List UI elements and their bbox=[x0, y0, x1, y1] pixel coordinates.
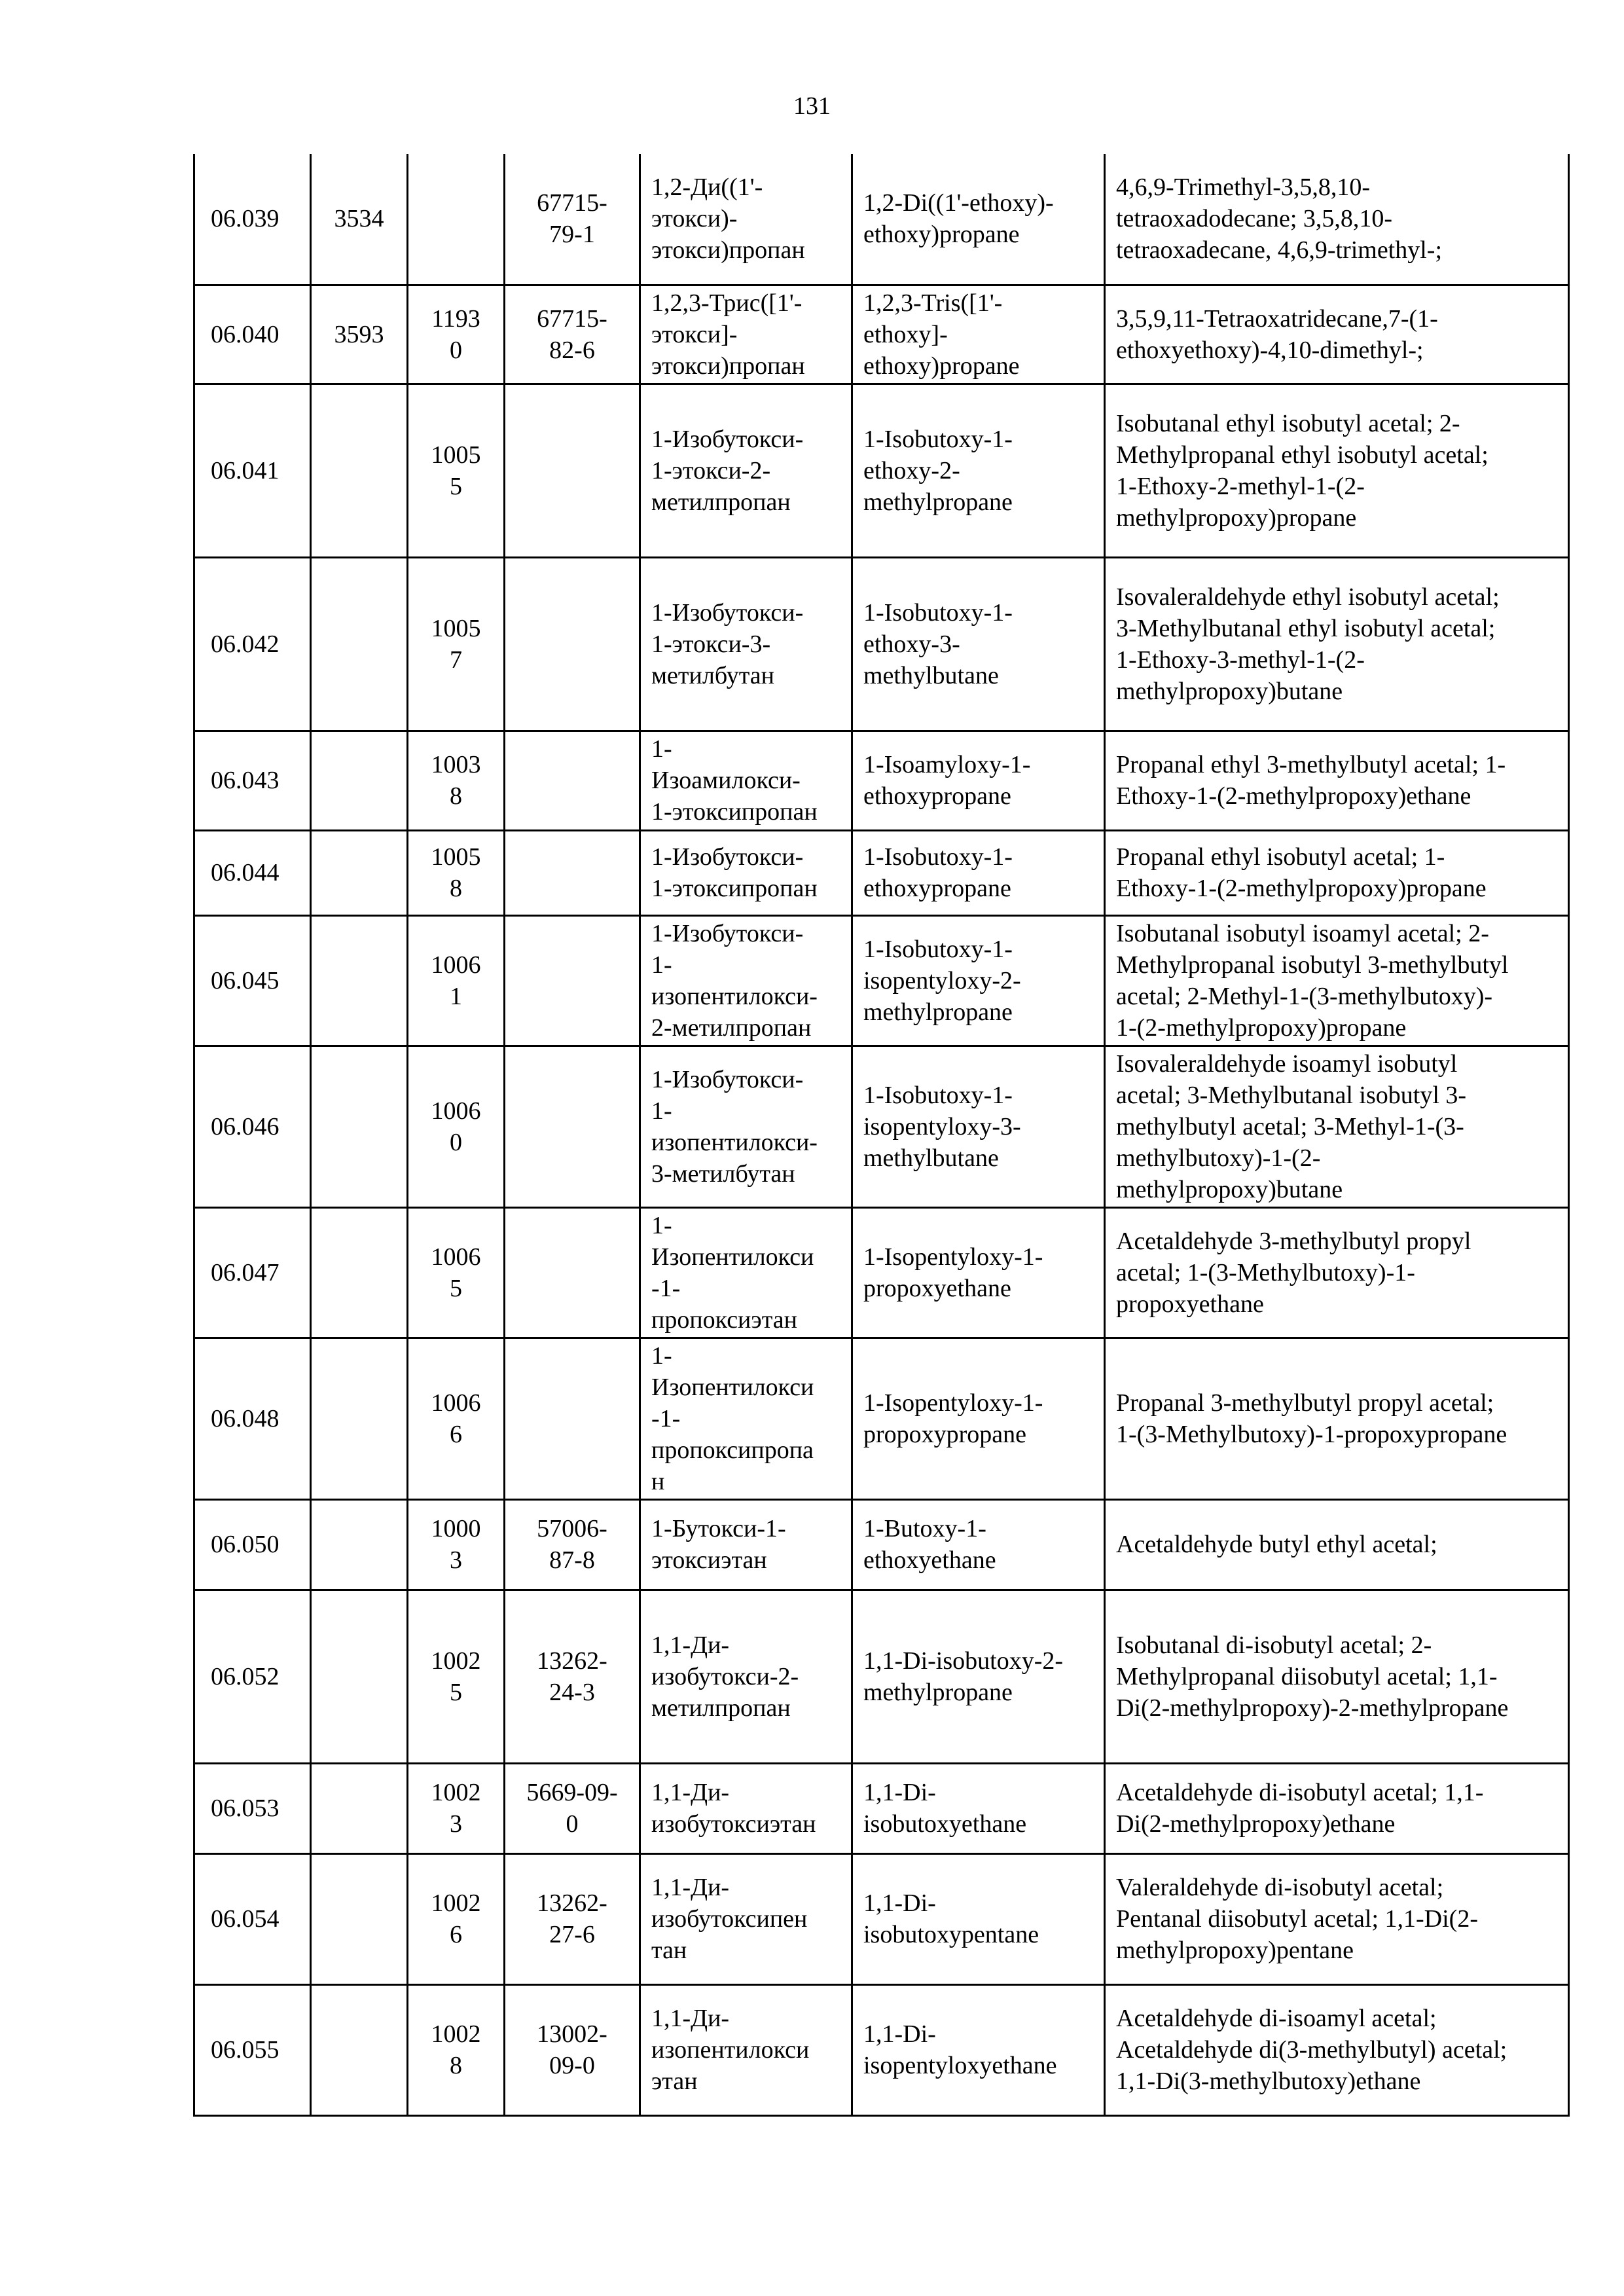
synonyms-cell: Isovaleraldehyde isoamyl isobutyl acetal; 3-Methylbutanal isobutyl 3- methylbutyl acetal; 3-Methyl-1-(3- methylbutoxy)-1-(2- methylpropoxy)butane bbox=[1105, 1046, 1569, 1207]
cas-number-cell bbox=[505, 1338, 640, 1499]
synonyms-cell: Acetaldehyde 3-methylbutyl propyl acetal; 1-(3-Methylbutoxy)-1- propoxyethane bbox=[1105, 1207, 1569, 1338]
english-name-cell: 1,2,3-Tris([1'- ethoxy]- ethoxy)propane bbox=[852, 285, 1105, 384]
coe-number-cell: 1193 0 bbox=[408, 285, 505, 384]
english-name-cell: 1-Isopentyloxy-1- propoxyethane bbox=[852, 1207, 1105, 1338]
fl-number-cell: 06.044 bbox=[194, 830, 311, 915]
cas-number-cell: 13002- 09-0 bbox=[505, 1984, 640, 2115]
synonyms-cell: Valeraldehyde di-isobutyl acetal; Pentanal diisobutyl acetal; 1,1-Di(2- methylpropoxy)pentane bbox=[1105, 1853, 1569, 1984]
fl-number-cell: 06.050 bbox=[194, 1499, 311, 1590]
russian-name-cell: 1-Изобутокси- 1-этокси-3- метилбутан bbox=[640, 557, 852, 731]
jecfa-number-cell bbox=[311, 731, 408, 830]
coe-number-cell: 1003 8 bbox=[408, 731, 505, 830]
table-row bbox=[194, 731, 1569, 830]
russian-name-cell: 1- Изоамилокси- 1-этоксипропан bbox=[640, 731, 852, 830]
english-name-cell: 1,1-Di- isopentyloxyethane bbox=[852, 1984, 1105, 2115]
russian-name-cell: 1,1-Ди- изобутоксиэтан bbox=[640, 1763, 852, 1853]
fl-number-cell: 06.042 bbox=[194, 557, 311, 731]
russian-name-cell: 1,1-Ди- изобутокси-2- метилпропан bbox=[640, 1590, 852, 1763]
english-name-cell: 1-Isoamyloxy-1- ethoxypropane bbox=[852, 731, 1105, 830]
table-row bbox=[194, 1046, 1569, 1207]
jecfa-number-cell bbox=[311, 830, 408, 915]
synonyms-cell: Propanal 3-methylbutyl propyl acetal; 1-(3-Methylbutoxy)-1-propoxypropane bbox=[1105, 1338, 1569, 1499]
russian-name-cell: 1-Изобутокси- 1- изопентилокси- 2-метилпропан bbox=[640, 915, 852, 1046]
english-name-cell: 1-Isobutoxy-1- isopentyloxy-2- methylpropane bbox=[852, 915, 1105, 1046]
english-name-cell: 1,1-Di-isobutoxy-2- methylpropane bbox=[852, 1590, 1105, 1763]
coe-number-cell: 1005 7 bbox=[408, 557, 505, 731]
english-name-cell: 1-Isobutoxy-1- isopentyloxy-3- methylbutane bbox=[852, 1046, 1105, 1207]
table-row bbox=[194, 1207, 1569, 1338]
table-row bbox=[194, 154, 1569, 285]
russian-name-cell: 1- Изопентилокси -1- пропоксипропа н bbox=[640, 1338, 852, 1499]
synonyms-cell: Isovaleraldehyde ethyl isobutyl acetal; 3-Methylbutanal ethyl isobutyl acetal; 1-Ethoxy-3-methyl-1-(2- methylpropoxy)butane bbox=[1105, 557, 1569, 731]
synonyms-cell: Isobutanal di-isobutyl acetal; 2- Methylpropanal diisobutyl acetal; 1,1- Di(2-methylpropoxy)-2-methylpropane bbox=[1105, 1590, 1569, 1763]
cas-number-cell bbox=[505, 731, 640, 830]
english-name-cell: 1,2-Di((1'-ethoxy)- ethoxy)propane bbox=[852, 154, 1105, 285]
coe-number-cell: 1005 5 bbox=[408, 384, 505, 557]
table-row bbox=[194, 1853, 1569, 1984]
coe-number-cell: 1005 8 bbox=[408, 830, 505, 915]
russian-name-cell: 1,1-Ди- изобутоксипен тан bbox=[640, 1853, 852, 1984]
russian-name-cell: 1- Изопентилокси -1- пропоксиэтан bbox=[640, 1207, 852, 1338]
table-row bbox=[194, 384, 1569, 557]
flavouring-substances-table bbox=[193, 154, 1570, 2117]
coe-number-cell: 1006 5 bbox=[408, 1207, 505, 1338]
coe-number-cell bbox=[408, 154, 505, 285]
cas-number-cell: 5669-09- 0 bbox=[505, 1763, 640, 1853]
fl-number-cell: 06.052 bbox=[194, 1590, 311, 1763]
coe-number-cell: 1006 0 bbox=[408, 1046, 505, 1207]
jecfa-number-cell bbox=[311, 557, 408, 731]
cas-number-cell bbox=[505, 915, 640, 1046]
table-row bbox=[194, 1338, 1569, 1499]
synonyms-cell: 4,6,9-Trimethyl-3,5,8,10- tetraoxadodecane; 3,5,8,10- tetraoxadecane, 4,6,9-trimethyl-; bbox=[1105, 154, 1569, 285]
table-row bbox=[194, 915, 1569, 1046]
fl-number-cell: 06.043 bbox=[194, 731, 311, 830]
fl-number-cell: 06.045 bbox=[194, 915, 311, 1046]
fl-number-cell: 06.054 bbox=[194, 1853, 311, 1984]
russian-name-cell: 1,1-Ди- изопентилокси этан bbox=[640, 1984, 852, 2115]
synonyms-cell: Isobutanal ethyl isobutyl acetal; 2- Methylpropanal ethyl isobutyl acetal; 1-Ethoxy-2-methyl-1-(2- methylpropoxy)propane bbox=[1105, 384, 1569, 557]
coe-number-cell: 1002 6 bbox=[408, 1853, 505, 1984]
flavouring-substances-table-container bbox=[193, 154, 1568, 2093]
jecfa-number-cell bbox=[311, 915, 408, 1046]
jecfa-number-cell: 3593 bbox=[311, 285, 408, 384]
english-name-cell: 1,1-Di- isobutoxypentane bbox=[852, 1853, 1105, 1984]
jecfa-number-cell bbox=[311, 1853, 408, 1984]
fl-number-cell: 06.048 bbox=[194, 1338, 311, 1499]
cas-number-cell: 13262- 27-6 bbox=[505, 1853, 640, 1984]
synonyms-cell: Isobutanal isobutyl isoamyl acetal; 2- Methylpropanal isobutyl 3-methylbutyl acetal; 2-Methyl-1-(3-methylbutoxy)- 1-(2-methylpropoxy)propane bbox=[1105, 915, 1569, 1046]
coe-number-cell: 1002 8 bbox=[408, 1984, 505, 2115]
table-row bbox=[194, 285, 1569, 384]
russian-name-cell: 1,2,3-Трис([1'- этокси]- этокси)пропан bbox=[640, 285, 852, 384]
coe-number-cell: 1006 1 bbox=[408, 915, 505, 1046]
fl-number-cell: 06.040 bbox=[194, 285, 311, 384]
coe-number-cell: 1000 3 bbox=[408, 1499, 505, 1590]
cas-number-cell bbox=[505, 1207, 640, 1338]
fl-number-cell: 06.041 bbox=[194, 384, 311, 557]
synonyms-cell: Acetaldehyde butyl ethyl acetal; bbox=[1105, 1499, 1569, 1590]
jecfa-number-cell bbox=[311, 1984, 408, 2115]
fl-number-cell: 06.039 bbox=[194, 154, 311, 285]
english-name-cell: 1-Isobutoxy-1- ethoxy-3- methylbutane bbox=[852, 557, 1105, 731]
cas-number-cell bbox=[505, 384, 640, 557]
table-body bbox=[194, 154, 1569, 2115]
table-row bbox=[194, 1984, 1569, 2115]
jecfa-number-cell bbox=[311, 1590, 408, 1763]
coe-number-cell: 1002 5 bbox=[408, 1590, 505, 1763]
russian-name-cell: 1-Изобутокси- 1-этоксипропан bbox=[640, 830, 852, 915]
cas-number-cell bbox=[505, 830, 640, 915]
english-name-cell: 1-Isobutoxy-1- ethoxy-2- methylpropane bbox=[852, 384, 1105, 557]
russian-name-cell: 1-Изобутокси- 1-этокси-2- метилпропан bbox=[640, 384, 852, 557]
coe-number-cell: 1002 3 bbox=[408, 1763, 505, 1853]
fl-number-cell: 06.055 bbox=[194, 1984, 311, 2115]
coe-number-cell: 1006 6 bbox=[408, 1338, 505, 1499]
jecfa-number-cell: 3534 bbox=[311, 154, 408, 285]
cas-number-cell: 57006- 87-8 bbox=[505, 1499, 640, 1590]
fl-number-cell: 06.046 bbox=[194, 1046, 311, 1207]
table-row bbox=[194, 830, 1569, 915]
jecfa-number-cell bbox=[311, 1207, 408, 1338]
english-name-cell: 1-Isobutoxy-1- ethoxypropane bbox=[852, 830, 1105, 915]
jecfa-number-cell bbox=[311, 1046, 408, 1207]
table-row bbox=[194, 1590, 1569, 1763]
russian-name-cell: 1-Изобутокси- 1- изопентилокси- 3-метилбутан bbox=[640, 1046, 852, 1207]
table-row bbox=[194, 557, 1569, 731]
jecfa-number-cell bbox=[311, 1338, 408, 1499]
synonyms-cell: Acetaldehyde di-isoamyl acetal; Acetaldehyde di(3-methylbutyl) acetal; 1,1-Di(3-methylbutoxy)ethane bbox=[1105, 1984, 1569, 2115]
cas-number-cell bbox=[505, 557, 640, 731]
jecfa-number-cell bbox=[311, 1763, 408, 1853]
synonyms-cell: 3,5,9,11-Tetraoxatridecane,7-(1- ethoxyethoxy)-4,10-dimethyl-; bbox=[1105, 285, 1569, 384]
synonyms-cell: Acetaldehyde di-isobutyl acetal; 1,1- Di(2-methylpropoxy)ethane bbox=[1105, 1763, 1569, 1853]
synonyms-cell: Propanal ethyl 3-methylbutyl acetal; 1- Ethoxy-1-(2-methylpropoxy)ethane bbox=[1105, 731, 1569, 830]
fl-number-cell: 06.053 bbox=[194, 1763, 311, 1853]
jecfa-number-cell bbox=[311, 1499, 408, 1590]
english-name-cell: 1-Butoxy-1- ethoxyethane bbox=[852, 1499, 1105, 1590]
table-row bbox=[194, 1763, 1569, 1853]
cas-number-cell bbox=[505, 1046, 640, 1207]
fl-number-cell: 06.047 bbox=[194, 1207, 311, 1338]
cas-number-cell: 67715- 82-6 bbox=[505, 285, 640, 384]
page-number: 131 bbox=[793, 92, 831, 120]
english-name-cell: 1-Isopentyloxy-1- propoxypropane bbox=[852, 1338, 1105, 1499]
cas-number-cell: 67715- 79-1 bbox=[505, 154, 640, 285]
russian-name-cell: 1-Бутокси-1- этоксиэтан bbox=[640, 1499, 852, 1590]
synonyms-cell: Propanal ethyl isobutyl acetal; 1- Ethoxy-1-(2-methylpropoxy)propane bbox=[1105, 830, 1569, 915]
table-row bbox=[194, 1499, 1569, 1590]
cas-number-cell: 13262- 24-3 bbox=[505, 1590, 640, 1763]
english-name-cell: 1,1-Di- isobutoxyethane bbox=[852, 1763, 1105, 1853]
jecfa-number-cell bbox=[311, 384, 408, 557]
russian-name-cell: 1,2-Ди((1'- этокси)- этокси)пропан bbox=[640, 154, 852, 285]
